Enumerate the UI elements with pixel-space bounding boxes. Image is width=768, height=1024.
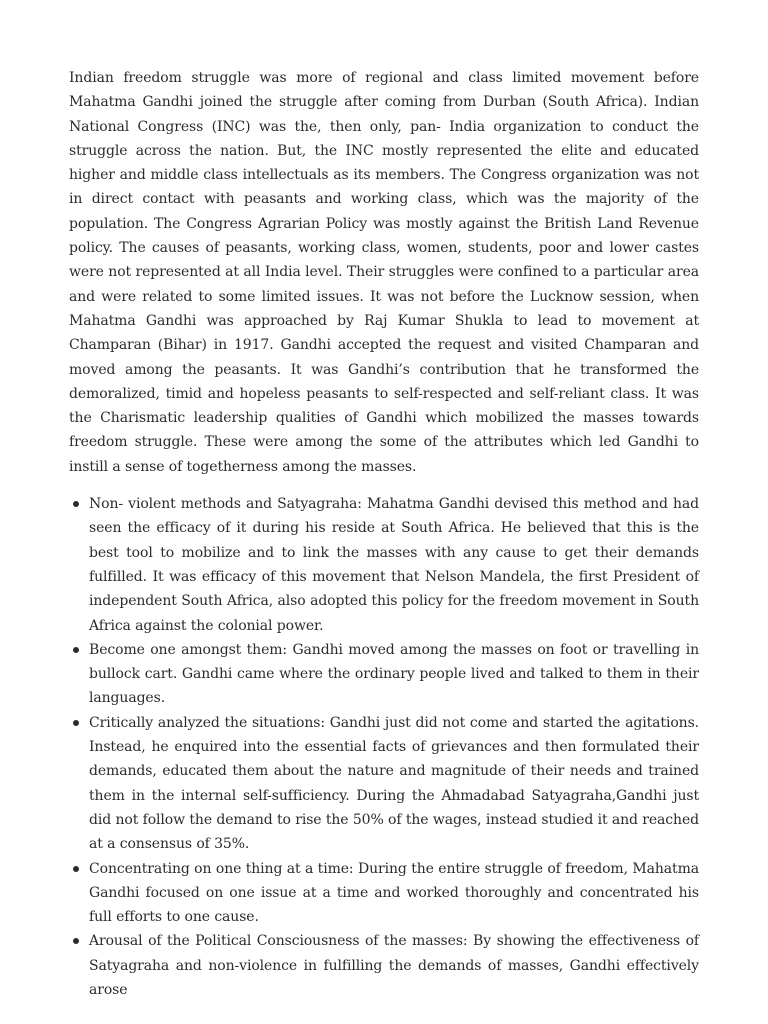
bullet-dot-icon (73, 866, 79, 872)
bullet-dot-icon (73, 720, 79, 726)
bullet-dot-icon (73, 938, 79, 944)
list-item (69, 711, 699, 857)
list-item (69, 857, 699, 930)
bullet-dot-icon (73, 501, 79, 507)
list-item-text: Become one amongst them: Gandhi moved among the masses on foot or travelling in bullock cart. Gandhi came where the ordinary people lived and talked to them in their languages. (89, 641, 699, 707)
list-item (69, 638, 699, 711)
list-item-text: Concentrating on one thing at a time: During the entire struggle of freedom, Mahatma Gandhi focused on one issue at a time and worked thoroughly and concentrated his full efforts to one cause. (89, 860, 699, 926)
list-item-text: Non- violent methods and Satyagraha: Mahatma Gandhi devised this method and had seen the efficacy of it during his reside at South Africa. He believed that this is the best tool to mobilize and to link the masses with any cause to get their demands fulfilled. It was efficacy of this movement that Nelson Mandela, the first President of independent South Africa, also adopted this policy for the freedom movement in South Africa against the colonial power. (89, 496, 699, 634)
list-item (69, 929, 699, 1002)
intro-paragraph: Indian freedom struggle was more of regional and class limited movement before Mahatma Gandhi joined the struggle after coming from Durban (South Africa). Indian National Congress (INC) was the, then only, pan- India organization to conduct the struggle across the nation. But, the INC mostly represented the elite and educated higher and middle class intellectuals as its members. The Congress organization was not in direct contact with peasants and working class, which was the majority of the population. The Congress Agrarian Policy was mostly against the British Land Revenue policy. The causes of peasants, working class, women, students, poor and lower castes were not represented at all India level. Their struggles were confined to a particular area and were related to some limited issues. It was not before the Lucknow session, when Mahatma Gandhi was approached by Raj Kumar Shukla to lead to movement at Champaran (Bihar) in 1917. Gandhi accepted the request and visited Champaran and moved among the peasants. It was Gandhi’s contribution that he transformed the demoralized, timid and hopeless peasants to self-respected and self-reliant class. It was the Charismatic leadership qualities of Gandhi which mobilized the masses towards freedom struggle. These were among the some of the attributes which led Gandhi to instill a sense of togetherness among the masses. (69, 70, 699, 475)
bullet-list (69, 492, 699, 1002)
document-page (69, 66, 699, 1002)
list-item-text: Critically analyzed the situations: Gandhi just did not come and started the agitations. Instead, he enquired into the essential facts of grievances and then formulated their demands, educated them about the nature and magnitude of their needs and trained them in the internal self-sufficiency. During the Ahmadabad Satyagraha,Gandhi just did not follow the demand to rise the 50% of the wages, instead studied it and reached at a consensus of 35%. (89, 714, 699, 853)
bullet-dot-icon (73, 647, 79, 653)
list-item-text: Arousal of the Political Consciousness of the masses: By showing the effectiveness of Satyagraha and non-violence in fulfilling the demands of masses, Gandhi effectively arose (89, 933, 699, 998)
list-item (69, 492, 699, 638)
